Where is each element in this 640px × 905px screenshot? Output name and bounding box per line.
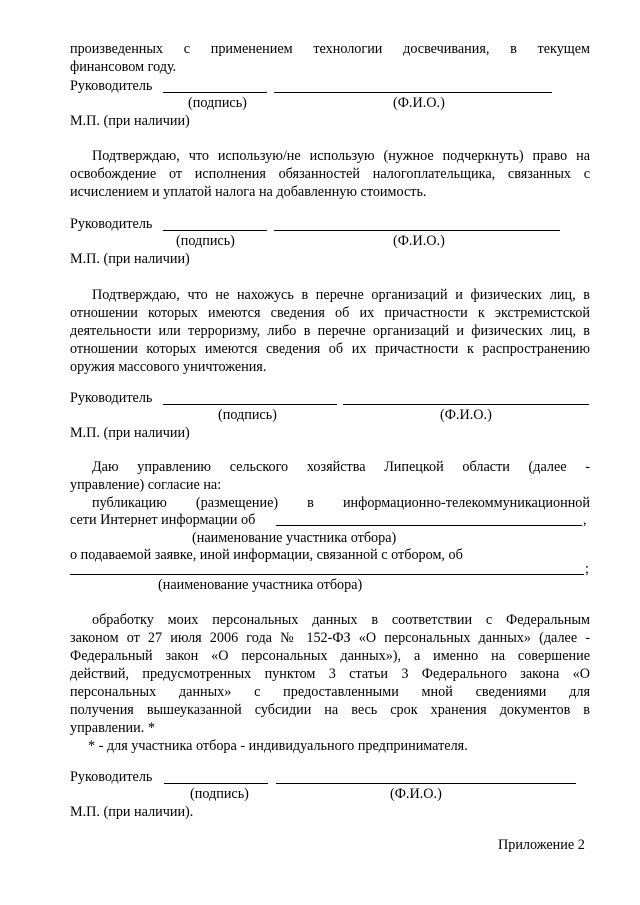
fio-line xyxy=(343,404,589,405)
paragraph-text: действий, предусмотренных пунктом 3 статьи 3 Федерального закона «О xyxy=(70,666,590,682)
fio-line xyxy=(276,783,576,784)
participant-name-caption: (наименование участника отбора) xyxy=(192,530,397,546)
paragraph-text: Подтверждаю, что использую/не использую (нужное подчеркнуть) право на xyxy=(92,148,590,164)
appendix-label: Приложение 2 xyxy=(498,837,585,853)
fio-caption: (Ф.И.О.) xyxy=(440,407,492,423)
fio-line xyxy=(274,92,552,93)
participant-name-line xyxy=(276,525,582,526)
fio-line xyxy=(274,230,560,231)
signature-label: Руководитель xyxy=(70,216,153,232)
stamp-note: М.П. (при наличии) xyxy=(70,425,190,441)
paragraph-text: публикацию (размещение) в информационно-телекоммуникационной xyxy=(92,495,590,511)
signature-label: Руководитель xyxy=(70,390,153,406)
fio-caption: (Ф.И.О.) xyxy=(393,95,445,111)
signature-caption: (подпись) xyxy=(218,407,277,423)
stamp-note: М.П. (при наличии) xyxy=(70,113,190,129)
participant-name-line xyxy=(70,574,584,575)
paragraph-text: отношении которых имеются сведения об их причастности к экстремистской xyxy=(70,305,590,321)
footnote: * - для участника отбора - индивидуального предпринимателя. xyxy=(88,738,468,754)
paragraph-text: Подтверждаю, что не нахожусь в перечне организаций и физических лиц, в xyxy=(92,287,590,303)
paragraph-text: законом от 27 июля 2006 года № 152-ФЗ «О персональных данных» (далее - xyxy=(70,630,590,646)
stamp-note: М.П. (при наличии). xyxy=(70,804,194,820)
signature-caption: (подпись) xyxy=(188,95,247,111)
paragraph-text: получения вышеуказанной субсидии на весь срок хранения документов в xyxy=(70,702,590,718)
paragraph-text: персональных данных» с предоставленными мной сведениями для xyxy=(70,684,590,700)
signature-caption: (подпись) xyxy=(190,786,249,802)
paragraph-text: сети Интернет информации об xyxy=(70,512,256,528)
paragraph-text: деятельности или терроризму, либо в перечне организаций и физических лиц, в xyxy=(70,323,590,339)
stamp-note: М.П. (при наличии) xyxy=(70,251,190,267)
paragraph-text: управление) согласие на: xyxy=(70,477,222,493)
participant-name-caption: (наименование участника отбора) xyxy=(158,577,363,593)
paragraph-text: произведенных с применением технологии досвечивания, в текущем xyxy=(70,41,590,57)
signature-line xyxy=(163,404,337,405)
paragraph-text: отношении которых имеются сведения об их причастности к распространению xyxy=(70,341,590,357)
paragraph-text: финансовом году. xyxy=(70,59,177,75)
paragraph-text: Федеральный закон «О персональных данных»), а именно на совершение xyxy=(70,648,590,664)
signature-line xyxy=(164,783,268,784)
paragraph-text: обработку моих персональных данных в соответствии с Федеральным xyxy=(92,612,590,628)
fio-caption: (Ф.И.О.) xyxy=(393,233,445,249)
comma: , xyxy=(583,512,587,528)
paragraph-text: освобождение от исполнения обязанностей налогоплательщика, связанных с xyxy=(70,166,590,182)
signature-caption: (подпись) xyxy=(176,233,235,249)
paragraph-text: о подаваемой заявке, иной информации, связанной с отбором, об xyxy=(70,547,463,563)
signature-line xyxy=(163,92,267,93)
paragraph-text: управлении. * xyxy=(70,720,155,736)
paragraph-text: оружия массового уничтожения. xyxy=(70,359,267,375)
signature-line xyxy=(163,230,267,231)
paragraph-text: исчислением и уплатой налога на добавленную стоимость. xyxy=(70,184,427,200)
fio-caption: (Ф.И.О.) xyxy=(390,786,442,802)
signature-label: Руководитель xyxy=(70,769,153,785)
paragraph-text: Даю управлению сельского хозяйства Липецкой области (далее - xyxy=(92,459,590,475)
semicolon: ; xyxy=(585,561,589,577)
signature-label: Руководитель xyxy=(70,78,153,94)
